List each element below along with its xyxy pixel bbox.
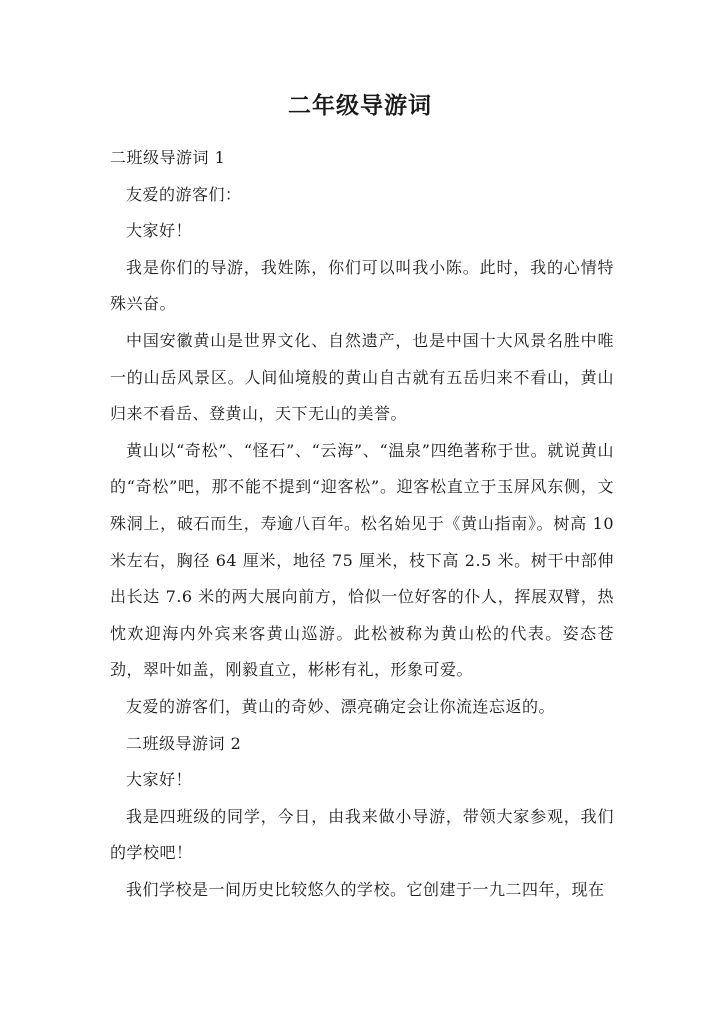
document-body — [110, 140, 614, 908]
hello-paragraph-2: 大家好！ — [126, 770, 193, 790]
huangshan-paragraph: 中国安徽黄山是世界文化、自然遗产，也是中国十大风景名胜中唯一的山岳风景区。人间仙境般的黄山自古就有五岳归来不看山，黄山归来不看岳、登黄山，天下无山的美誉。 — [110, 330, 614, 424]
section-heading-2: 二班级导游词 2 — [126, 733, 242, 753]
school-intro-paragraph: 我是四班级的同学，今日，由我来做小导游，带领大家参观，我们的学校吧！ — [110, 806, 614, 863]
intro-paragraph: 我是你们的导游，我姓陈，你们可以叫我小陈。此时，我的心情特殊兴奋。 — [110, 257, 614, 314]
hello-paragraph: 大家好！ — [126, 221, 193, 241]
school-history-paragraph: 我们学校是一间历史比较悠久的学校。它创建于一九二四年，现在 — [126, 879, 605, 899]
greeting-paragraph: 友爱的游客们： — [126, 184, 242, 204]
pine-paragraph: 黄山以“奇松”、“怪石”、“云海”、“温泉”四绝著称于世。就说黄山的“奇松”吧，那不能不提到“迎客松”。迎客松直立于玉屏风东侧，文殊洞上，破石而生，寿逾八百年。松名始见于《黄山指南》。树高 10 米左右，胸径 64 厘米，地径 75 厘米，枝下高 2.5 米。树干中部伸出长达 7.6 米的两大展向前方，恰似一位好客的仆人，挥展双臂，热忱欢迎海内外宾来客黄山巡游。此松被称为黄山松的代表。姿态苍劲，翠叶如盖，刚毅直立，彬彬有礼，形象可爱。 — [110, 440, 614, 680]
section-heading-1: 二班级导游词 1 — [110, 148, 226, 167]
closing-paragraph: 友爱的游客们，黄山的奇妙、漂亮确定会让你流连忘返的。 — [126, 696, 556, 716]
document-title: 二年级导游词 — [288, 92, 432, 119]
